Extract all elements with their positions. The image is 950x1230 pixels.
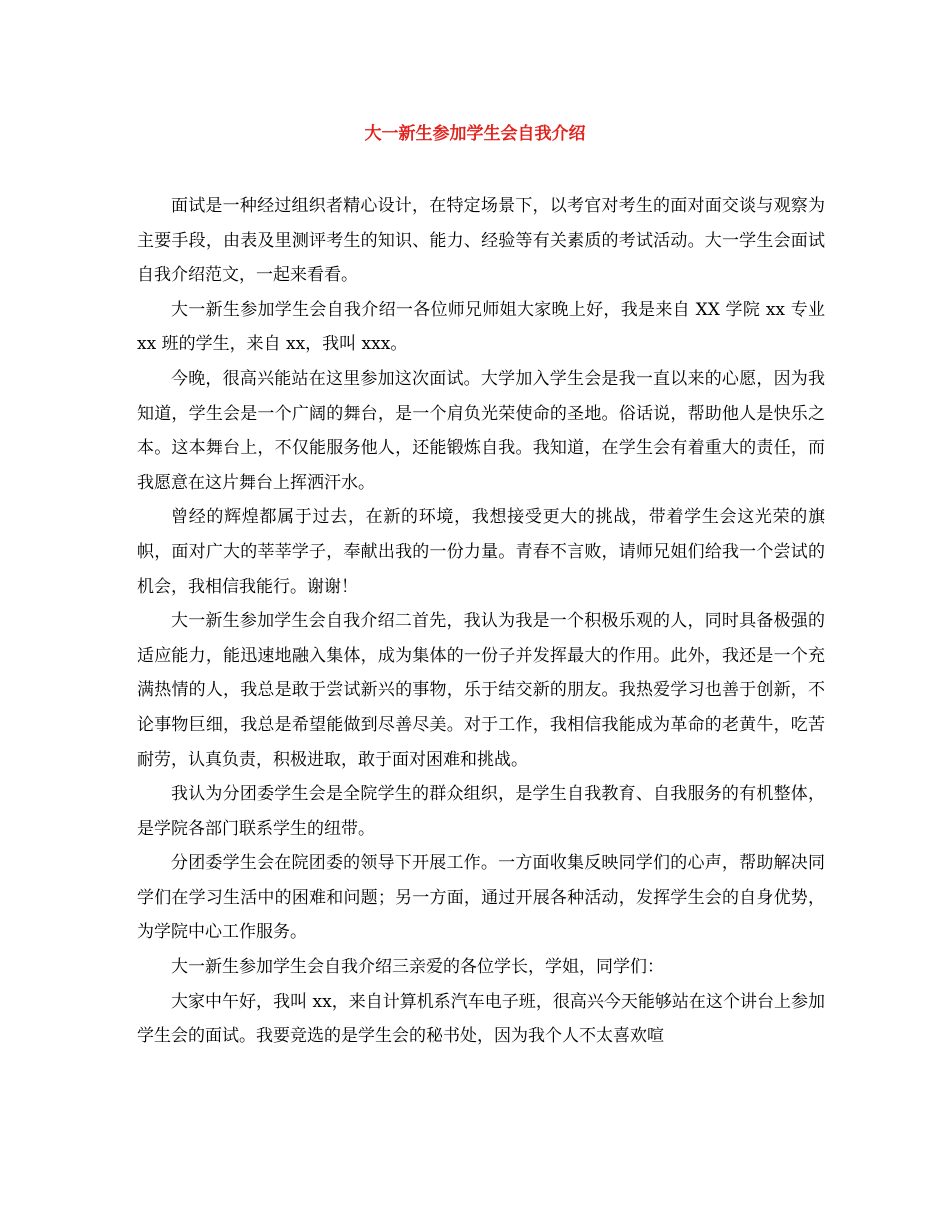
paragraph-speech-one-closing: 曾经的辉煌都属于过去，在新的环境，我想接受更大的挑战，带着学生会这光荣的旗帜，面对广大的莘莘学子，奉献出我的一份力量。青春不言败，请师兄姐们给我一个尝试的机会，我相信我能行。谢谢！ bbox=[137, 507, 825, 597]
paragraph-speech-two-work: 分团委学生会在院团委的领导下开展工作。一方面收集反映同学们的心声，帮助解决同学们在学习生活中的困难和问题；另一方面，通过开展各种活动，发挥学生会的自身优势，为学院中心工作服务。 bbox=[137, 853, 825, 943]
paragraph-speech-two-organization: 我认为分团委学生会是全院学生的群众组织，是学生自我教育、自我服务的有机整体，是学院各部门联系学生的纽带。 bbox=[137, 784, 825, 839]
paragraph-speech-one-opening: 大一新生参加学生会自我介绍一各位师兄师姐大家晚上好，我是来自 XX 学院 xx 专业 xx 班的学生，来自 xx，我叫 xxx。 bbox=[137, 299, 825, 355]
paragraph-speech-three-greeting: 大一新生参加学生会自我介绍三亲爱的各位学长，学姐，同学们： bbox=[171, 957, 664, 978]
paragraph-intro: 面试是一种经过组织者精心设计，在特定场景下，以考官对考生的面对面交谈与观察为主要手段，由表及里测评考生的知识、能力、经验等有关素质的考试活动。大一学生会面试自我介绍范文，一起来看看。 bbox=[137, 196, 825, 286]
document-body bbox=[137, 189, 825, 1054]
paragraph-speech-two-opening: 大一新生参加学生会自我介绍二首先，我认为我是一个积极乐观的人，同时具备极强的适应能力，能迅速地融入集体，成为集体的一份子并发挥最大的作用。此外，我还是一个充满热情的人，我总是敢于尝试新兴的事物，乐于结交新的朋友。我热爱学习也善于创新，不论事物巨细，我总是希望能做到尽善尽美。对于工作，我相信我能成为革命的老黄牛，吃苦耐劳，认真负责，积极进取，敢于面对困难和挑战。 bbox=[137, 611, 825, 770]
document-title: 大一新生参加学生会自我介绍 bbox=[364, 124, 586, 144]
paragraph-speech-three-body: 大家中午好，我叫 xx，来自计算机系汽车电子班，很高兴今天能够站在这个讲台上参加学生会的面试。我要竞选的是学生会的秘书处，因为我个人不太喜欢喧 bbox=[137, 991, 825, 1047]
paragraph-speech-one-tonight: 今晚，很高兴能站在这里参加这次面试。大学加入学生会是我一直以来的心愿，因为我知道，学生会是一个广阔的舞台，是一个肩负光荣使命的圣地。俗话说，帮助他人是快乐之本。这本舞台上，不仅能服务他人，还能锻炼自我。我知道，在学生会有着重大的责任，而我愿意在这片舞台上挥洒汗水。 bbox=[137, 368, 825, 493]
